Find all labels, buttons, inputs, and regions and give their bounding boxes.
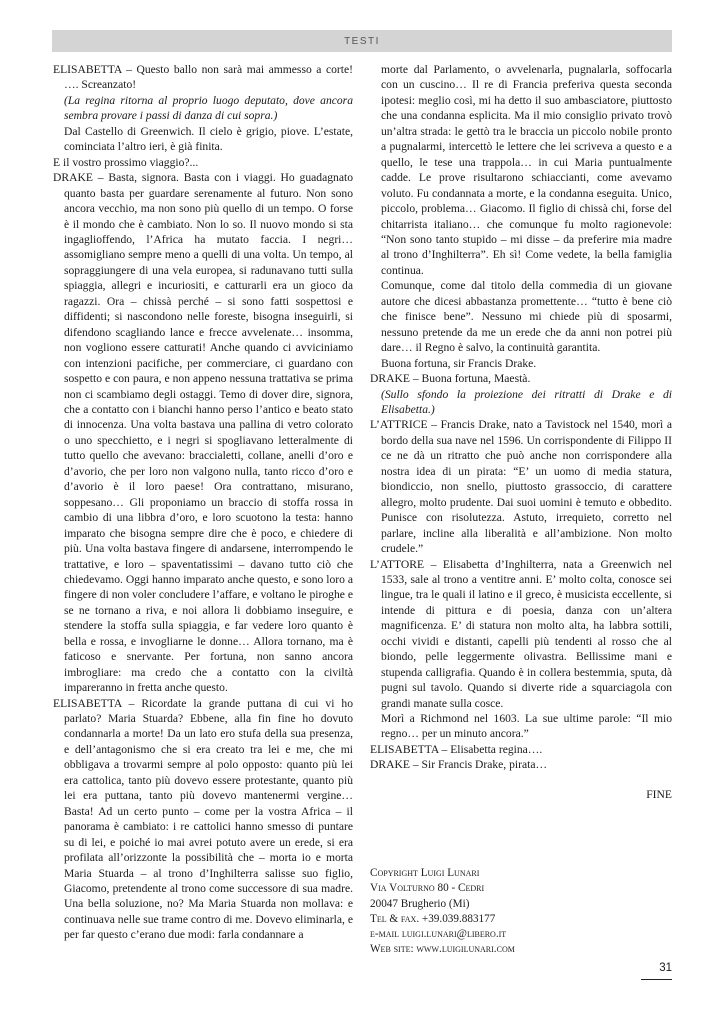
paragraph: ELISABETTA – Questo ballo non sarà mai ammesso a corte! …. Screanzato! — [53, 63, 353, 92]
left-column — [53, 62, 353, 943]
page-number: 31 — [659, 962, 672, 974]
stage-direction: (La regina ritorna al proprio luogo deputato, dove ancora sembra provare i passi di danza di cui sopra.) — [64, 93, 353, 123]
paragraph: L’ATTORE – Elisabetta d’Inghilterra, nata a Greenwich nel 1533, sale al trono a ventitre anni. E’ molto colta, conosce sei lingue, tra le quali il latino e il greco, è musicista eccellente, si intende di pittura e di poesia, danza con un’altera magnificenza. E’ di statura non molto alta, ha labbra sottili, occhi vividi e distanti, capelli più tendenti al rosso che al biondo, pelle leggermente olivastra. Bellissime mani e stupenda calligrafia. Quando è in collera bestemmia, sputa, dà pugni sul tavolo. Quando si diverte ride a squarciagola con grandi manate sulla cosce. — [370, 557, 672, 710]
paragraph: DRAKE – Buona fortuna, Maestà. — [370, 372, 531, 386]
paragraph: Comunque, come dal titolo della commedia di un giovane autore che dicesi abbastanza promettente… “tutto è bene ciò che finisce bene”. Nessuno mi chiede più di sposarmi, nessuno pretende da me un erede che da anni non potrei più dare… il Regno è salvo, la continuità garantita. — [381, 279, 672, 355]
address-line: Via Volturno 80 - Cedri — [370, 882, 485, 895]
paragraph: Buona fortuna, sir Francis Drake. — [381, 356, 537, 370]
phone-line: Tel & fax. +39.039.883177 — [370, 912, 496, 925]
paragraph: DRAKE – Basta, signora. Basta con i viaggi. Ho guadagnato quanto basta per guardare serenamente al futuro. Non sono ancora vecchio, ma non sono più quello di un tempo. O forse è il mondo che è cambiato. Non lo so. Il nuovo mondo si sta ingaglioffendo, l’Africa ha mutato faccia. I negri… assomigliano sempre meno a quelli di una volta. Un tempo, al sopraggiungere di una vela europea, si radunavano tutti sulla spiaggia, allegri e incuriositi, e catturarli era un gioco da ragazzi. Ora – chissà perché – si sono fatti sospettosi e diffidenti; si nascondono nelle foreste, bisogna inseguirli, si difendono scagliando lance e frecce avvelenate… insomma, non vogliono essere catturati! Anche quando ci avviciniamo con intenzioni pacifiche, per commerciare, ci guardano con sospetto e con paura, e non appeno nessuna trattativa se prima non ci scambiamo degli ostaggi. Temo di dover dire, signora, che a contatto con i bianchi hanno perso l’antico e beato stato di innocenza. Una volta bastava una pallina di vetro colorato o uno specchietto, e i negri si spogliavano letteralmente di tutto quello che avevano: braccialetti, collane, anelli d’oro e d’avorio, che per loro non valgono nulla, tanto ricco d’oro e d’avorio è il loro paese! Ora contrattano, misurano, soppesano… Gli proponiamo un braccio di stoffa rossa in cambio di una libbra d’oro, e loro scuotono la testa: hanno imparato che bisogna sempre dire che è poco, e chiedere di più. Una volta bastava fingere di andarsene, interrompendo le trattative, e loro – spaventatissimi – davano tutto ciò che chiedevamo. Oggi hanno imparato anche questo, e sono loro a fingere di non voler concludere l’affare, e voltano le piroghe e se ne tornano a riva, e noi allora li dobbiamo inseguire, e stendere la stoffa sulla spiaggia, e far vedere loro quanto è bella e rossa, e invogliarne le donne… Allora tornano, ma è faticoso e snervante. Per fortuna, non sanno ancora imbrogliare: ma credo che a contatto con la civiltà impareranno in fretta anche questo. — [53, 171, 353, 695]
right-column — [370, 62, 672, 802]
paragraph: L’ATTRICE – Francis Drake, nato a Tavistock nel 1540, morì a bordo della sua nave nel 1596. Un corrispondente di Filippo II ce ne dà un ritratto che può anche non corrispondere alla nostra idea di un pirata: “E’ un uomo di media statura, biondiccio, non snello, piuttosto grassoccio, di carattere allegro, molto prudente. Dai suoi uomini è temuto e obbedito. Punisce con risolutezza. Astuto, irrequieto, corretto nel parlare, incline alla liberalità e all’ambizione. Non molto crudele.” — [370, 418, 672, 556]
section-title: TESTI — [344, 35, 380, 47]
section-header — [52, 30, 672, 52]
paragraph: DRAKE – Sir Francis Drake, pirata… — [370, 758, 548, 772]
page-number-rule — [641, 979, 672, 980]
copyright-line: Copyright Luigi Lunari — [370, 867, 480, 879]
website-line: Web site: www.luigilunari.com — [370, 943, 515, 956]
city-line: 20047 Brugherio (Mi) — [370, 897, 470, 910]
paragraph: morte dal Parlamento, o avvelenarla, pugnalarla, soffocarla con un cuscino… Il re di Francia preferiva questa seconda ipotesi: meglio così, mi ha detto il suo ambasciatore, piuttosto che una condanna esplicita. Ma il mio consiglio privato trovò un’altra strada: le gettò tra le braccia un piccolo nobile pronto a pugnalarmi, intercettò le lettere che lei scriveva a questo e a quello, le tese una trappola… in cui Maria puntualmente cadde. Le prove risultarono schiaccianti, come avevamo voluto. Fu condannata a morte, e la condanna eseguita. Unico, piccolo, problema… Giacomo. Il figlio di chissà chi, forse del chitarrista italiano… che comunque fu molto ragionevole: “Non sono tanto stupido – mi disse – da preferire mia madre al trono d’Inghilterra”. Eh sì! Come vedete, la bella famiglia continua. — [381, 63, 672, 277]
email-line: e-mail luigi.lunari@libero.it — [370, 928, 507, 941]
paragraph: E il vostro prossimo viaggio?... — [53, 155, 199, 169]
end-mark: FINE — [646, 787, 672, 801]
paragraph: Morì a Richmond nel 1603. La sue ultime parole: “Il mio regno… per un minuto ancora.” — [381, 712, 672, 741]
paragraph: Dal Castello di Greenwich. Il cielo è grigio, piove. L’estate, cominciata l’altro ieri, è già finita. — [64, 124, 353, 154]
copyright-block — [370, 866, 672, 958]
paragraph: ELISABETTA – Ricordate la grande puttana di cui vi ho parlato? Maria Stuarda? Ebbene, alla fin fine ho dovuto condannarla a morte! Da un lato ero stufa della sua presenza, e dell’antagonismo che si era creato tra lei e me, che mi obbligava a trovarmi sempre al polo opposto: quanto più lei era cattolica, tanto più dovevo essere protestante, quanto più lei era puttana, tanto più dovevo mantenermi vergine… Basta! Ad un certo punto – come per la vostra Africa – il panorama è cambiato: i re cattolici hanno smesso di puntare su di lei, e poiché io mai avrei potuto avere un erede, si era profilata all’orizzonte la possibilità che – morta io e morta Maria Stuarda – al trono d’Inghilterra salisse suo figlio, Giacomo, pretendente al trono come successore di sua madre. Una bella soluzione, no? Ma Maria Stuarda non mollava: e continuava nelle sue trame contro di me. Dovevo eliminarla, e per far questo c’erano due modi: farla condannare a — [53, 696, 353, 942]
paragraph: ELISABETTA – Elisabetta regina…. — [370, 742, 543, 756]
stage-direction: (Sullo sfondo la proiezione dei ritratti di Drake e di Elisabetta.) — [381, 387, 672, 416]
